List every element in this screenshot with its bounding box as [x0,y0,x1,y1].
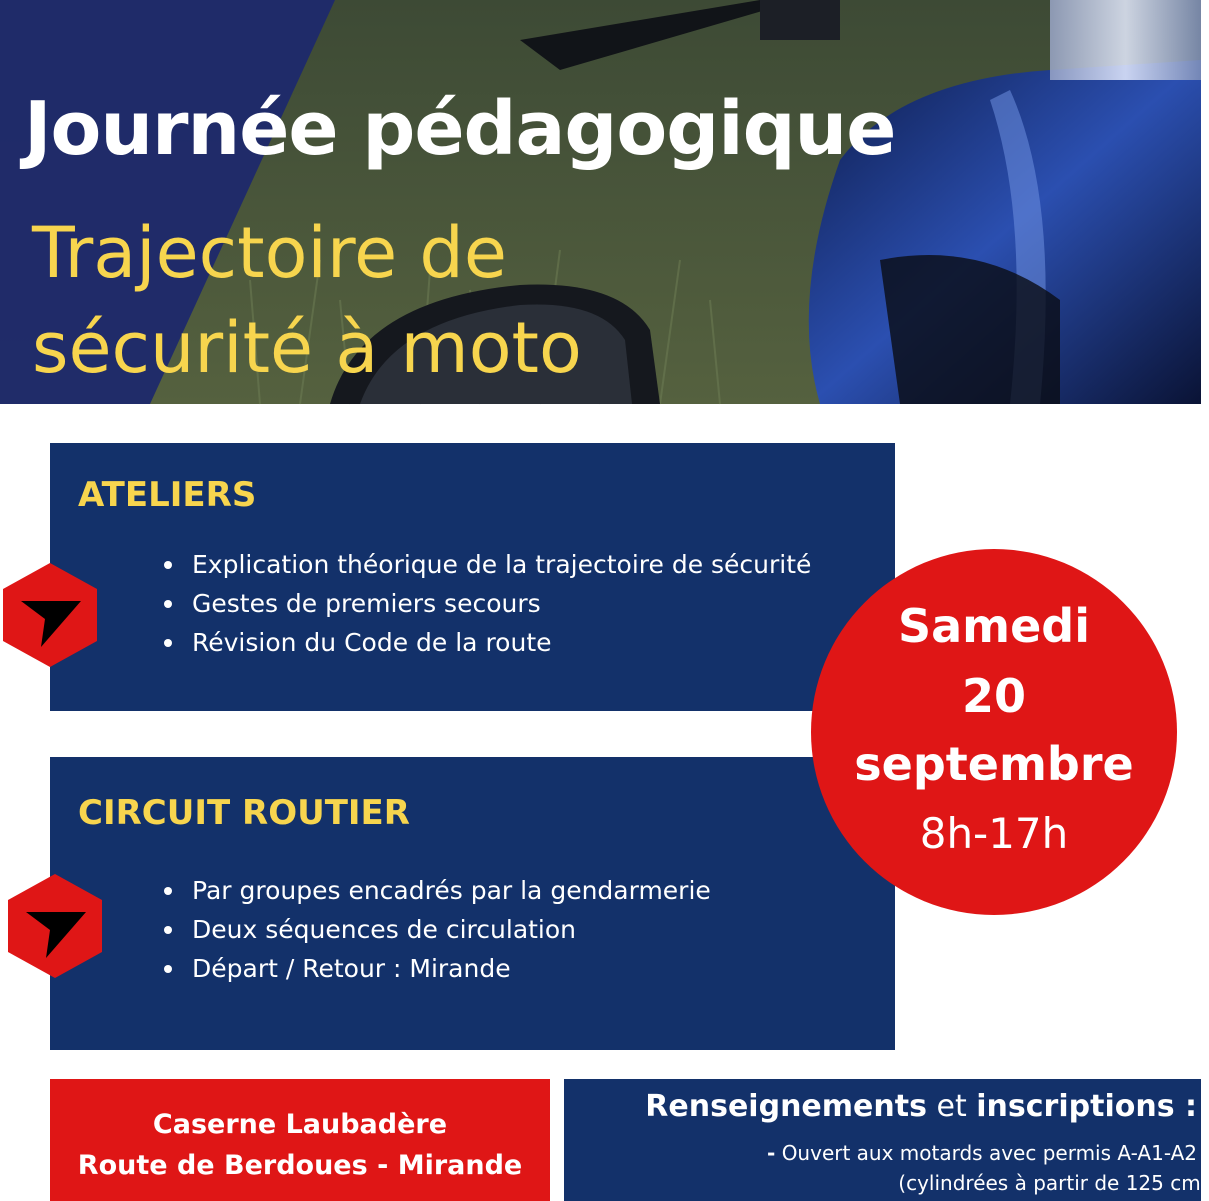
info-line-2-text: (cylindrées à partir de 125 cm [898,1171,1201,1195]
info-heading-part-3: inscriptions : [976,1089,1197,1124]
info-heading-part-2: et [936,1089,967,1124]
subtitle-line-2: sécurité à moto [32,307,582,389]
ateliers-list [162,545,811,662]
location-line-2: Route de Berdoues - Mirande [77,1150,523,1181]
list-item: Révision du Code de la route [162,623,811,662]
list-item: Par groupes encadrés par la gendarmerie [162,871,711,910]
location-box [50,1079,550,1201]
hexagon-arrow-icon [8,874,102,978]
info-line-1 [767,1141,1197,1165]
info-box [564,1079,1209,1201]
date-month: septembre [854,737,1134,791]
info-heading [645,1089,1197,1124]
date-number: 20 [961,669,1026,723]
hero-banner [0,0,1201,404]
circuit-list [162,871,711,988]
info-line-2 [898,1171,1209,1195]
list-item: Départ / Retour : Mirande [162,949,711,988]
list-item: Gestes de premiers secours [162,584,811,623]
ateliers-heading: ATELIERS [78,475,257,515]
date-badge [811,549,1177,915]
hexagon-arrow-icon [3,563,97,667]
list-item: Deux séquences de circulation [162,910,711,949]
info-line-2-sup: 3 [1200,1171,1209,1187]
date-hours: 8h-17h [919,809,1069,858]
info-bullet: - [767,1141,776,1165]
circuit-section [50,757,895,1050]
info-line-1-text: Ouvert aux motards avec permis A-A1-A2 [781,1141,1197,1165]
date-day: Samedi [898,599,1090,653]
location-line-1: Caserne Laubadère [152,1109,448,1140]
page-title: Journée pédagogique [24,86,896,172]
page-subtitle [32,206,582,396]
ateliers-section [50,443,895,711]
info-heading-part-1: Renseignements [645,1089,927,1124]
list-item: Explication théorique de la trajectoire de sécurité [162,545,811,584]
subtitle-line-1: Trajectoire de [32,212,507,294]
circuit-heading: CIRCUIT ROUTIER [78,793,410,833]
